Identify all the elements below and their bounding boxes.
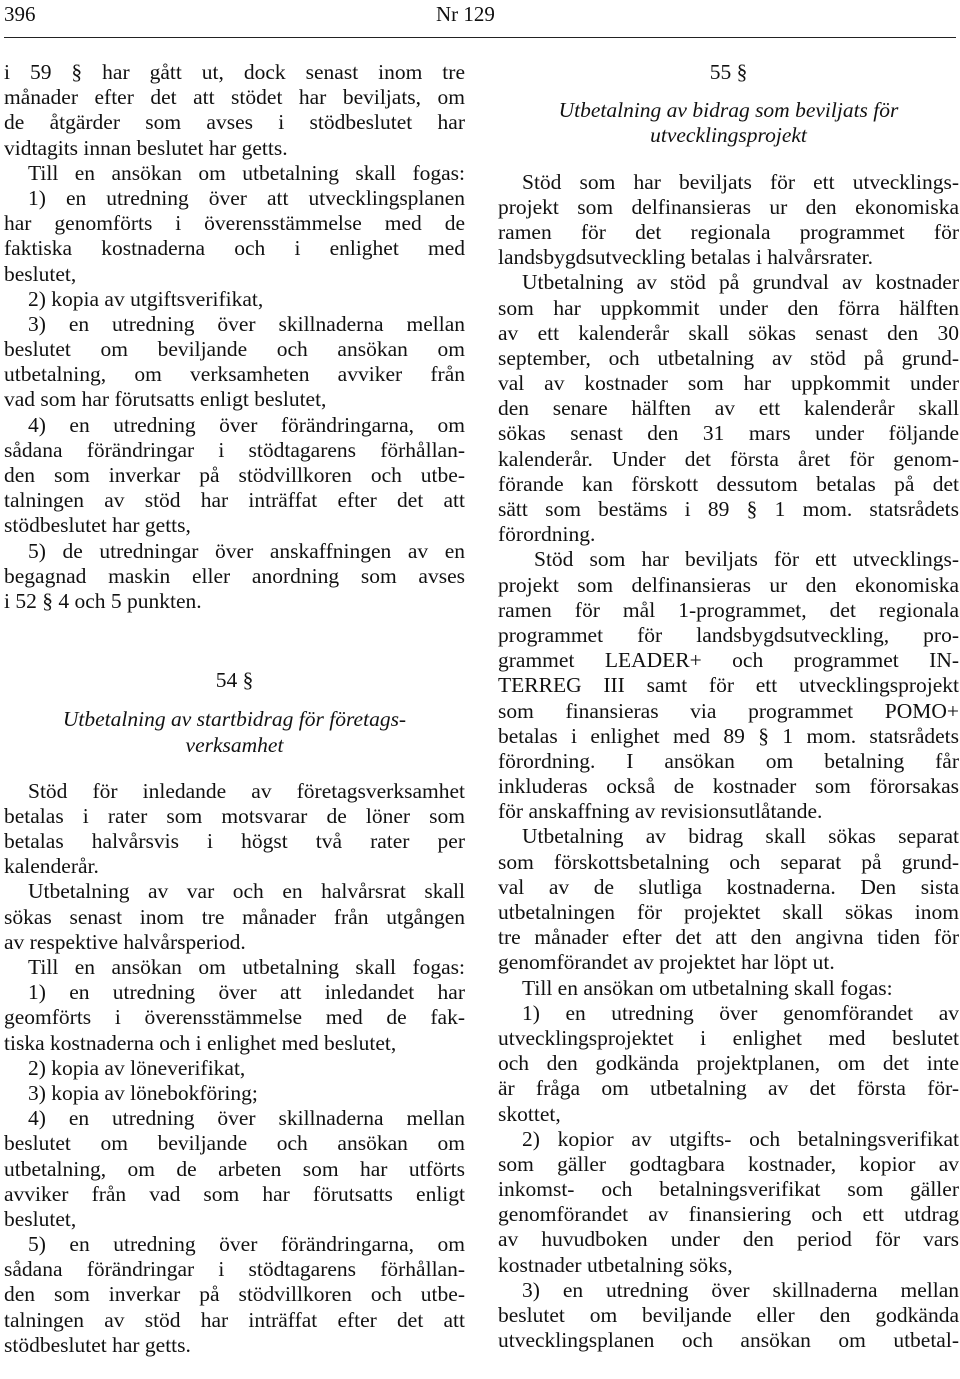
text-line: utvecklingsplanen och ansökan om utbetal- bbox=[498, 1328, 959, 1353]
text-line: 5) de utredningar över anskaffningen av en bbox=[28, 538, 465, 563]
text-line: beslutet, bbox=[4, 1206, 77, 1231]
section-54-number: 54 § bbox=[215, 668, 254, 693]
text-line: projekt som delfinansieras ur den ekonomiska bbox=[498, 572, 959, 597]
text-line: kalenderår. Under det första året för genom- bbox=[498, 446, 959, 471]
text-line: 5) en utredning över förändringarna, om bbox=[28, 1232, 465, 1257]
text-line: betalas halvårsvis i högst två rater per bbox=[4, 829, 465, 854]
text-line: 3) en utredning över skillnaderna mellan bbox=[522, 1277, 959, 1302]
section-55-body bbox=[498, 170, 959, 1354]
text-line: 4) en utredning över skillnaderna mellan bbox=[28, 1106, 465, 1131]
text-line: Utbetalning av bidrag skall sökas separat bbox=[522, 824, 959, 849]
text-line: val av kostnader som har uppkommit under bbox=[498, 371, 959, 396]
left-column bbox=[4, 60, 465, 1358]
text-line: den som inverkar på stödvillkoren och utbe- bbox=[4, 1282, 465, 1307]
text-line: talningen av stöd har inträffat efter det att bbox=[4, 1307, 465, 1332]
text-line: sådana förändringar i stödtagarens förhållan- bbox=[4, 437, 465, 462]
header-rule bbox=[4, 37, 956, 38]
text-line: 3) kopia av lönebokföring; bbox=[28, 1080, 258, 1105]
text-line: 1) en utredning över att utvecklingsplanen bbox=[28, 185, 465, 210]
text-line: kostnader utbetalning söks, bbox=[498, 1252, 733, 1277]
text-line: kalenderår. bbox=[4, 854, 99, 879]
text-line: som gäller godtagbara kostnader, kopior av bbox=[498, 1151, 959, 1176]
text-line: betalas i enlighet med 89 § 1 mom. statsrådets bbox=[498, 723, 959, 748]
text-line: september, och utbetalning av stöd på grund- bbox=[498, 345, 959, 370]
text-line: Stöd som har beviljats för ett utvecklings- bbox=[534, 547, 959, 572]
text-line: inkomst- och betalningsverifikat som gäller bbox=[498, 1177, 959, 1202]
text-line: månader efter det att stödet har beviljats, om bbox=[4, 85, 465, 110]
page-header bbox=[0, 0, 960, 34]
text-line: TERREG III samt för ett utvecklingsprojekt bbox=[498, 673, 959, 698]
text-line: beslutet, bbox=[4, 261, 77, 286]
text-line: Till en ansökan om utbetalning skall fogas: bbox=[522, 975, 893, 1000]
text-line: sätt som bestäms i 89 § 1 mom. statsrådets bbox=[498, 497, 959, 522]
text-line: ramen för mål 1-programmet, det regionala bbox=[498, 597, 959, 622]
text-line: stödbeslutet har getts, bbox=[4, 513, 191, 538]
section-54-title-line-2: verksamhet bbox=[185, 732, 284, 757]
text-line: Stöd som har beviljats för ett utvecklings- bbox=[522, 169, 959, 194]
text-line: betalas i rater som motsvarar de löner som bbox=[4, 803, 465, 828]
text-line: 1) en utredning över att inledandet har bbox=[28, 980, 465, 1005]
text-line: avviker från vad som har förutsatts enligt bbox=[4, 1181, 465, 1206]
text-line: 1) en utredning över genomförandet av bbox=[522, 1000, 959, 1025]
text-line: för anskaffning av revisionsutlåtande. bbox=[498, 799, 823, 824]
text-line: genomförandet av finansiering och ett utdrag bbox=[498, 1202, 959, 1227]
section-55-title-line-2: utvecklingsprojekt bbox=[650, 123, 807, 148]
text-line: som finansieras via programmet POMO+ bbox=[498, 698, 959, 723]
text-line: av respektive halvårsperiod. bbox=[4, 929, 246, 954]
text-line: utvecklingsprojektet i enlighet med beslutet bbox=[498, 1025, 959, 1050]
text-line: beslutet om beviljande och ansökan om bbox=[4, 1131, 465, 1156]
text-line: och den godkända projektplanen, om det inte bbox=[498, 1051, 959, 1076]
text-line: tre månader efter det att den angivna tiden för bbox=[498, 925, 959, 950]
text-line: programmet för landsbygdsutveckling, pro- bbox=[498, 622, 959, 647]
text-line: projekt som delfinansieras ur den ekonomiska bbox=[498, 194, 959, 219]
text-line: talningen av stöd har inträffat efter det att bbox=[4, 488, 465, 513]
text-line: val av de slutliga kostnaderna. Den sista bbox=[498, 874, 959, 899]
text-line: tiska kostnaderna och i enlighet med beslutet, bbox=[4, 1030, 397, 1055]
text-line: inkluderas också de kostnader som förorsakas bbox=[498, 774, 959, 799]
text-line: de åtgärder som avses i stödbeslutet har bbox=[4, 110, 465, 135]
text-line: 2) kopia av löneverifikat, bbox=[28, 1055, 246, 1080]
journal-number: Nr 129 bbox=[436, 2, 495, 26]
text-line: stödbeslutet har getts. bbox=[4, 1332, 191, 1357]
text-line: sådana förändringar i stödtagarens förhållan- bbox=[4, 1257, 465, 1282]
section-55-title-line-1: Utbetalning av bidrag som beviljats för bbox=[558, 98, 899, 123]
text-line: i 52 § 4 och 5 punkten. bbox=[4, 588, 202, 613]
text-line: faktiska kostnaderna och i enlighet med bbox=[4, 236, 465, 261]
text-line: av ett kalenderår skall sökas senast den 30 bbox=[498, 320, 959, 345]
section-55-number: 55 § bbox=[709, 60, 748, 84]
left-intro-text bbox=[4, 60, 465, 614]
text-line: skottet, bbox=[498, 1101, 561, 1126]
text-line: utbetalning, om verksamheten avviker från bbox=[4, 362, 465, 387]
text-line: Utbetalning av stöd på grundval av kostnader bbox=[522, 270, 959, 295]
section-54-title-line-1: Utbetalning av startbidrag för företags- bbox=[62, 707, 407, 732]
text-line: beslutet om beviljande eller den godkända bbox=[498, 1303, 959, 1328]
text-line: Till en ansökan om utbetalning skall fogas: bbox=[28, 955, 465, 980]
text-line: sökas senast den 31 mars under följande bbox=[498, 421, 959, 446]
text-line: Utbetalning av var och en halvårsrat skall bbox=[28, 879, 465, 904]
text-line: förordning. I ansökan om betalning får bbox=[498, 748, 959, 773]
text-line: utbetalningen för projektet skall sökas inom bbox=[498, 900, 959, 925]
text-line: 2) kopior av utgifts- och betalningsverifikat bbox=[522, 1126, 959, 1151]
text-line: Stöd för inledande av företagsverksamhet bbox=[28, 778, 465, 803]
text-line: sökas senast inom tre månader från utgången bbox=[4, 904, 465, 929]
text-line: den som inverkar på stödvillkoren och utbe- bbox=[4, 463, 465, 487]
text-line: vidtagits innan beslutet har getts. bbox=[4, 135, 288, 160]
text-line: geomförts i överensstämmelse med de fak- bbox=[4, 1005, 465, 1030]
text-line: som förskottsbetalning och separat på grund- bbox=[498, 849, 959, 874]
text-line: den senare hälften av ett kalenderår skall bbox=[498, 396, 959, 421]
text-line: 3) en utredning över skillnaderna mellan bbox=[28, 311, 465, 336]
text-line: 2) kopia av utgiftsverifikat, bbox=[28, 286, 264, 311]
right-column bbox=[498, 60, 959, 1353]
text-line: har genomförts i överensstämmelse med de bbox=[4, 211, 465, 236]
text-line: som har uppkommit under den förra hälften bbox=[498, 295, 959, 320]
text-line: grammet LEADER+ och programmet IN- bbox=[498, 648, 959, 673]
text-line: begagnad maskin eller anordning som avses bbox=[4, 563, 465, 588]
text-line: är fråga om utbetalning av det första för- bbox=[498, 1076, 959, 1101]
page-number: 396 bbox=[4, 2, 36, 26]
text-line: förordning. bbox=[498, 522, 596, 547]
text-line: ramen för det regionala programmet för bbox=[498, 219, 959, 244]
text-line: i 59 § har gått ut, dock senast inom tre bbox=[4, 60, 465, 84]
text-line: 4) en utredning över förändringarna, om bbox=[28, 412, 465, 437]
text-line: genomförandet av projektet har löpt ut. bbox=[498, 950, 835, 975]
text-line: utbetalning, om de arbeten som har utförts bbox=[4, 1156, 465, 1181]
text-line: landsbygdsutveckling betalas i halvårsrater. bbox=[498, 245, 873, 270]
text-line: vad som har förutsatts enligt beslutet, bbox=[4, 387, 327, 412]
text-line: av huvudboken under den period för vars bbox=[498, 1227, 959, 1252]
text-line: beslutet om beviljande och ansökan om bbox=[4, 337, 465, 362]
text-line: Till en ansökan om utbetalning skall fogas: bbox=[28, 160, 465, 185]
section-54-body bbox=[4, 779, 465, 1358]
text-line: förande kan förskott dessutom betalas på det bbox=[498, 471, 959, 496]
